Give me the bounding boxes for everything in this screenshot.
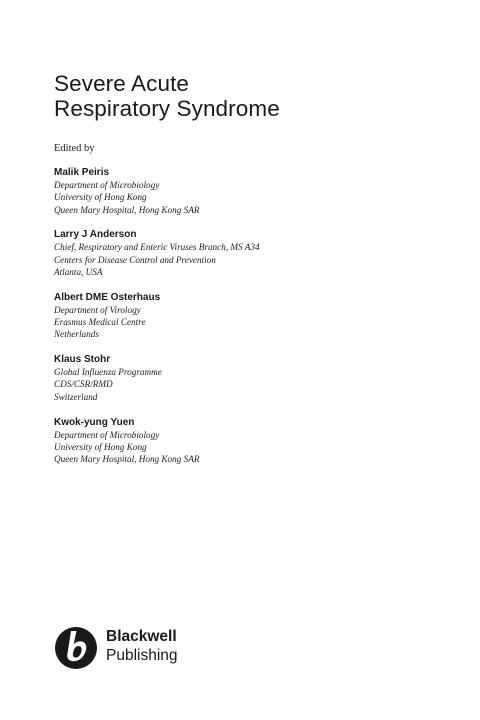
editor-name: Malik Peiris (54, 167, 110, 178)
editor-affiliation: University of Hong Kong (54, 441, 147, 452)
editor-affiliation: Centers for Disease Control and Prevention (54, 254, 216, 265)
editor-entry (54, 291, 434, 341)
editor-entry (54, 416, 434, 466)
editor-name: Larry J Anderson (54, 229, 137, 241)
edited-by-label: Edited by (54, 143, 95, 154)
editor-affiliation: Netherlands (54, 329, 99, 340)
editor-affiliation: Switzerland (54, 391, 98, 402)
publisher-name-line-1: Blackwell (106, 628, 177, 645)
editor-affiliation: Department of Microbiology (54, 180, 160, 190)
editor-affiliation: Global Influenza Programme (54, 367, 162, 378)
editor-affiliation: Atlanta, USA (54, 266, 103, 277)
book-title-line-2: Respiratory Syndrome (54, 96, 280, 121)
editor-affiliation: Queen Mary Hospital, Hong Kong SAR (54, 454, 200, 465)
editor-affiliation: University of Hong Kong (54, 192, 147, 203)
publisher-logo (54, 626, 254, 670)
editor-name: Klaus Stohr (54, 354, 111, 366)
editor-affiliation: Department of Microbiology (54, 429, 160, 440)
editor-affiliation: Department of Virology (54, 304, 141, 315)
publisher-name-line-2: Publishing (106, 647, 178, 664)
editor-affiliation: CDS/CSR/RMD (54, 379, 113, 390)
editor-affiliation: Erasmus Medical Centre (54, 317, 146, 328)
publisher-name (106, 628, 178, 665)
book-title-line-1: Severe Acute (54, 71, 190, 96)
editor-entry (54, 228, 434, 278)
editor-affiliation: Chief, Respiratory and Enteric Viruses Branch, MS A34 (54, 242, 260, 253)
editor-entry (54, 353, 434, 403)
editor-affiliation: Queen Mary Hospital, Hong Kong SAR (54, 204, 200, 215)
blackwell-b-logo-icon (54, 626, 98, 670)
editor-entry (54, 166, 434, 216)
editor-name: Kwok-yung Yuen (54, 416, 135, 428)
editor-name: Albert DME Osterhaus (54, 291, 161, 303)
editors-list (54, 166, 434, 478)
book-title (54, 71, 280, 121)
